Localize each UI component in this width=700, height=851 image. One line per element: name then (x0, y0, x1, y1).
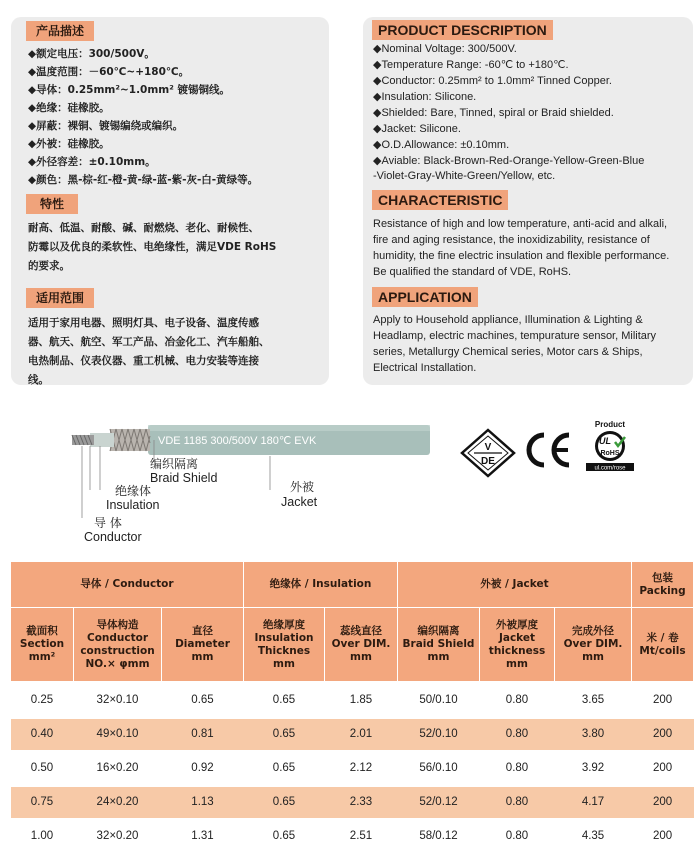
insulation-thickness-header: 绝缘厚度 Insulation Thicknes mm (244, 608, 325, 682)
application-text: Apply to Household appliance, Illumination & Lighting & Headlamp, electric machines, tempurature sensor, Military series, Metallurgy Chemical series, Motor cars & Ships, Electrical Installation. (373, 314, 657, 374)
ul-rohs-logo (584, 418, 636, 472)
svg-text:UL: UL (599, 436, 611, 446)
vde-logo (460, 428, 516, 478)
cn-spec-voltage: ◆额定电压：300/500V。 (28, 48, 155, 60)
conductor-label: Conductor (84, 530, 142, 544)
finished-od-header: 完成外径 Over DIM. mm (555, 608, 632, 682)
cn-spec-colors: ◆颜色：黑-棕-红-橙-黄-绿-蓝-紫-灰-白-黄绿等。 (28, 174, 259, 186)
braid-shield-shape (110, 429, 150, 451)
cn-spec-conductor: ◆导体：0.25mm²~1.0mm² 镀锡铜线。 (28, 84, 230, 96)
section-header: 截面积 Section mm² (11, 608, 74, 682)
application-heading: APPLICATION (372, 287, 478, 307)
packing-header: 米 / 卷 Mt/coils (632, 608, 694, 682)
packing-group-header: 包装 Packing (632, 562, 694, 608)
spec-voltage: ◆Nominal Voltage: 300/500V. (373, 43, 517, 55)
cn-spec-tolerance: ◆外径容差：±0.10mm。 (28, 156, 156, 168)
spec-colors-cont: -Violet-Gray-White-Green/Yellow, etc. (373, 170, 556, 182)
spec-insulation: ◆Insulation: Silicone. (373, 91, 477, 103)
cn-spec-jacket: ◆外被：硅橡胶。 (28, 138, 110, 150)
construction-header: 导体构造 Conductor construction NO.× φmm (74, 608, 162, 682)
cn-feature-text: 耐高、低温、耐酸、碱、耐燃烧、老化、耐候性、 防霉以及优良的柔软性、电绝缘性，满足VDE RoHS 的要求。 (28, 222, 277, 272)
jacket-group-header: 外被 / Jacket (398, 562, 632, 608)
cn-spec-shield: ◆屏蔽：裸铜、镀锡编绕或编织。 (28, 120, 184, 132)
insulation-label: Insulation (106, 498, 160, 512)
spec-tolerance: ◆O.D.Allowance: ±0.10mm. (373, 139, 510, 151)
spec-conductor: ◆Conductor: 0.25mm² to 1.0mm² Tinned Copper. (373, 75, 612, 87)
spec-colors: ◆Aviable: Black-Brown-Red-Orange-Yellow-Green-Blue (373, 155, 645, 167)
product-description-heading: PRODUCT DESCRIPTION (372, 20, 553, 40)
conductor-shape (72, 435, 94, 445)
braid-shield-header: 编织隔离 Braid Shield mm (398, 608, 480, 682)
conductor-group-header: 导体 / Conductor (11, 562, 244, 608)
specification-table (10, 561, 694, 851)
insulation-label-cn: 绝缘体 (115, 484, 152, 498)
svg-text:V: V (484, 442, 492, 453)
svg-text:RoHS: RoHS (600, 450, 620, 457)
svg-text:DE: DE (481, 456, 495, 467)
table-row: 0.50 16×0.20 0.92 0.65 2.12 56/0.10 0.80 3.92 200 (30, 762, 673, 774)
characteristic-text: Resistance of high and low temperature, anti-acid and alkali, fire and aging resistance, the inoxidizability, resistance of humidity, the fine electric insulation and flexible performance. Be qualified the standard of VDE, RoHS. (373, 218, 670, 278)
table-row: 1.00 32×0.20 1.31 0.65 2.51 58/0.12 0.80 4.35 200 (30, 830, 673, 842)
table-row: 0.25 32×0.10 0.65 0.65 1.85 50/0.10 0.80 3.65 200 (30, 694, 673, 706)
cn-spec-temperature: ◆温度范围：－60℃~+180℃。 (28, 66, 190, 78)
diameter-header: 直径 Diameter mm (162, 608, 244, 682)
spec-temperature: ◆Temperature Range: -60℃ to +180℃. (373, 59, 569, 71)
svg-text:ul.com/rose: ul.com/rose (594, 465, 626, 472)
ce-mark-logo (522, 430, 574, 470)
spec-shield: ◆Shielded: Bare, Tinned, spiral or Braid shielded. (373, 107, 614, 119)
spec-jacket: ◆Jacket: Silicone. (373, 123, 461, 135)
characteristic-heading: CHARACTERISTIC (372, 190, 508, 210)
core-diameter-header: 蕊线直径 Over DIM. mm (325, 608, 398, 682)
cn-feature-heading: 特性 (26, 194, 78, 214)
jacket-label: Jacket (281, 495, 318, 509)
cn-application-text: 适用于家用电器、照明灯具、电子设备、温度传感 器、航天、航空、军工产品、冶金化工、汽车船舶、 电热制品、仪表仪器、重工机械、电力安装等连接 线。 (28, 317, 270, 386)
braid-shield-label-cn: 编织隔离 (150, 457, 199, 471)
table-row: 0.75 24×0.20 1.13 0.65 2.33 52/0.12 0.80 4.17 200 (11, 787, 694, 818)
cn-application-heading: 适用范围 (26, 288, 94, 308)
insulation-group-header: 绝缘体 / Insulation (244, 562, 398, 608)
svg-text:Product: Product (594, 420, 626, 429)
cn-spec-insulation: ◆绝缘：硅橡胶。 (28, 102, 110, 114)
cn-product-description-heading: 产品描述 (26, 21, 94, 41)
conductor-label-cn: 导 体 (94, 516, 122, 530)
jacket-thickness-header: 外被厚度 Jacket thickness mm (480, 608, 555, 682)
jacket-label-cn: 外被 (290, 480, 315, 494)
braid-shield-label: Braid Shield (150, 471, 218, 485)
table-row: 0.40 49×0.10 0.81 0.65 2.01 52/0.10 0.80 3.80 200 (11, 719, 694, 750)
cable-print-text: VDE 1185 300/500V 180℃ EVK (158, 435, 317, 447)
